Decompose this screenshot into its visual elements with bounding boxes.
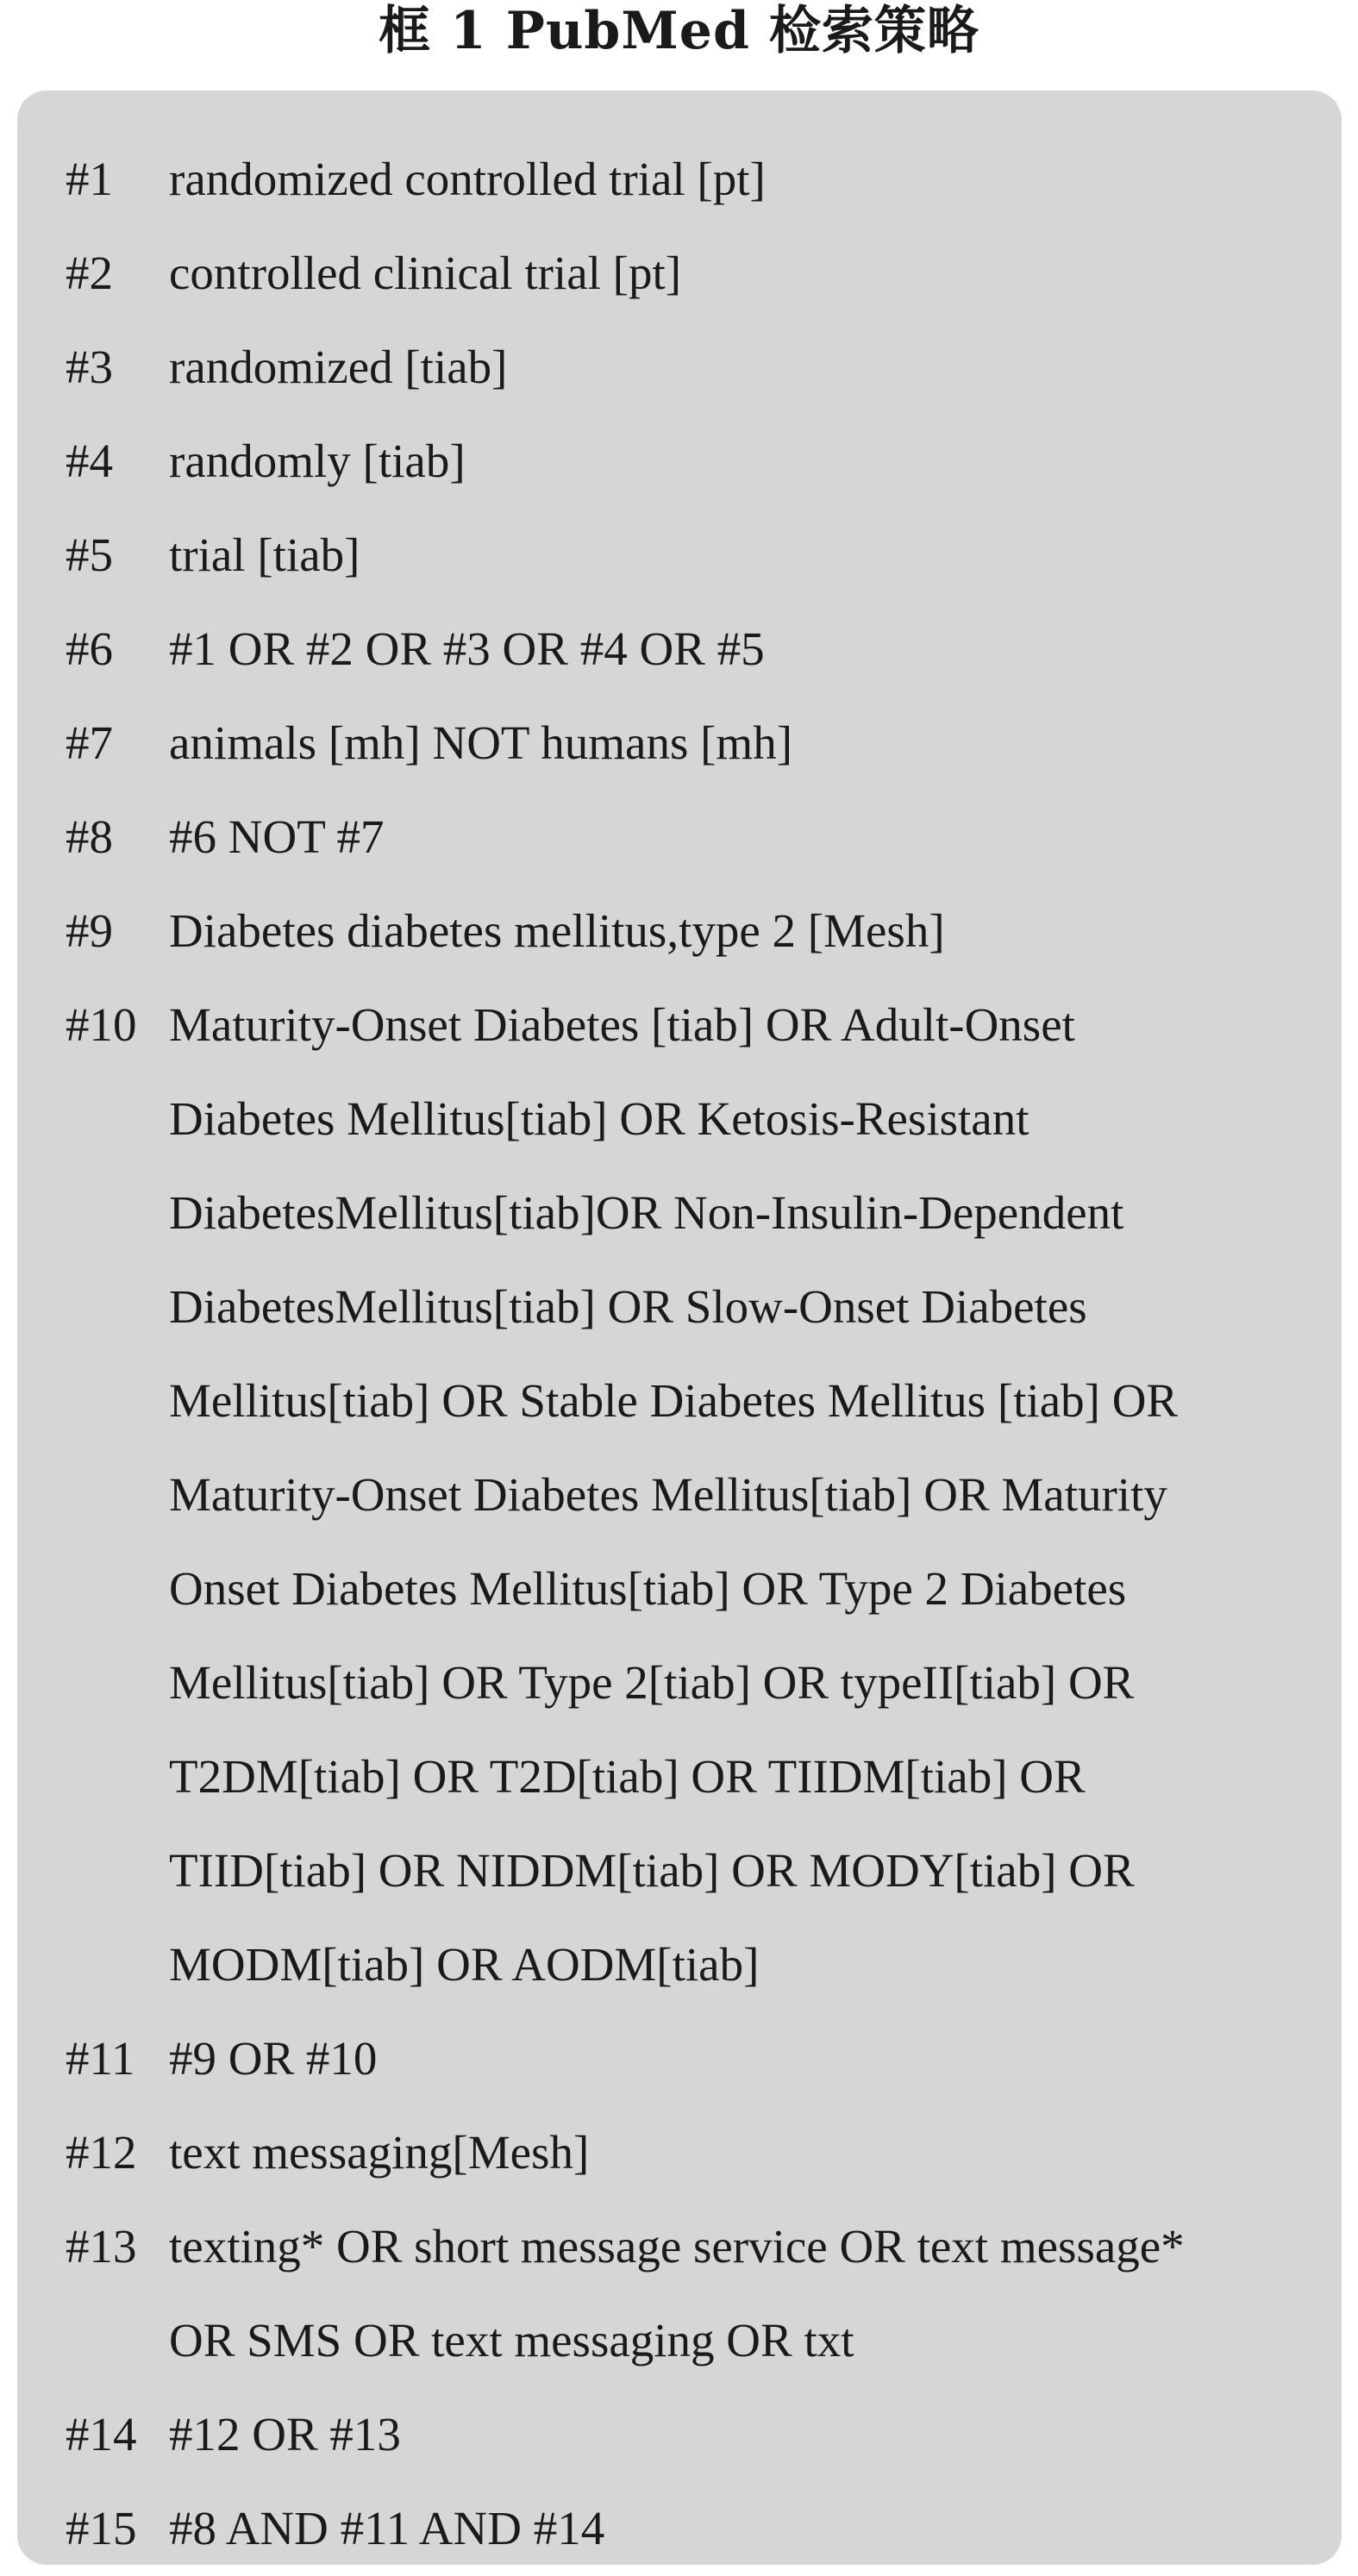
strategy-row-13 — [17, 2199, 1342, 2387]
step-query — [169, 884, 1342, 978]
step-number: #4 — [66, 435, 113, 487]
query-line: randomly [tiab] — [169, 435, 466, 487]
query-line: DiabetesMellitus[tiab] OR Slow-Onset Diabetes — [169, 1280, 1087, 1333]
box-title: 框 1 PubMed 检索策略 — [379, 1, 979, 61]
query-line: controlled clinical trial [pt] — [169, 247, 682, 299]
strategy-row-11 — [17, 2011, 1342, 2105]
query-line: #6 NOT #7 — [169, 810, 385, 863]
query-line: #9 OR #10 — [169, 2032, 378, 2085]
step-query — [169, 602, 1342, 696]
query-line: MODM[tiab] OR AODM[tiab] — [169, 1938, 760, 1991]
step-query — [169, 508, 1342, 602]
query-line: randomized [tiab] — [169, 341, 508, 393]
step-number: #1 — [66, 153, 113, 205]
strategy-row-15 — [17, 2481, 1342, 2575]
step-query — [169, 132, 1342, 226]
strategy-row-6 — [17, 602, 1342, 696]
query-line: trial [tiab] — [169, 528, 360, 581]
step-query — [169, 2481, 1342, 2575]
step-query — [169, 696, 1342, 790]
step-query — [169, 2011, 1342, 2105]
query-line: texting* OR short message service OR text message* — [169, 2220, 1185, 2273]
step-number: #5 — [66, 528, 113, 581]
step-query — [169, 320, 1342, 414]
step-number: #11 — [66, 2032, 135, 2085]
query-line: randomized controlled trial [pt] — [169, 153, 766, 205]
query-line: DiabetesMellitus[tiab]OR Non-Insulin-Dependent — [169, 1186, 1124, 1239]
step-number: #9 — [66, 904, 113, 957]
step-number: #15 — [66, 2502, 137, 2554]
query-line: #8 AND #11 AND #14 — [169, 2502, 605, 2554]
strategy-row-7 — [17, 696, 1342, 790]
query-line: Diabetes Mellitus[tiab] OR Ketosis-Resistant — [169, 1092, 1029, 1145]
strategy-row-2 — [17, 226, 1342, 320]
query-line: Onset Diabetes Mellitus[tiab] OR Type 2 Diabetes — [169, 1562, 1127, 1615]
step-number: #2 — [66, 247, 113, 299]
query-line: text messaging[Mesh] — [169, 2126, 590, 2179]
step-query — [169, 978, 1342, 2011]
step-query — [169, 226, 1342, 320]
step-number: #12 — [66, 2126, 137, 2179]
strategy-row-5 — [17, 508, 1342, 602]
step-number: #6 — [66, 622, 113, 675]
query-line: #12 OR #13 — [169, 2408, 401, 2460]
step-query — [169, 790, 1342, 884]
query-line: #1 OR #2 OR #3 OR #4 OR #5 — [169, 622, 765, 675]
step-number: #3 — [66, 341, 113, 393]
query-line: T2DM[tiab] OR T2D[tiab] OR TIIDM[tiab] OR — [169, 1750, 1086, 1803]
step-query — [169, 2387, 1342, 2481]
query-line: TIID[tiab] OR NIDDM[tiab] OR MODY[tiab] OR — [169, 1844, 1135, 1897]
step-query — [169, 2199, 1342, 2387]
step-query — [169, 2105, 1342, 2199]
step-number: #14 — [66, 2408, 137, 2460]
step-query — [169, 414, 1342, 508]
query-line: Mellitus[tiab] OR Type 2[tiab] OR typeII[tiab] OR — [169, 1656, 1135, 1709]
query-line: Mellitus[tiab] OR Stable Diabetes Mellitus [tiab] OR — [169, 1374, 1179, 1427]
query-line: Maturity-Onset Diabetes Mellitus[tiab] OR Maturity — [169, 1468, 1167, 1521]
query-line: animals [mh] NOT humans [mh] — [169, 716, 793, 769]
strategy-row-8 — [17, 790, 1342, 884]
strategy-row-1 — [17, 132, 1342, 226]
step-number: #8 — [66, 810, 113, 863]
query-line: Maturity-Onset Diabetes [tiab] OR Adult-Onset — [169, 998, 1075, 1051]
strategy-row-10 — [17, 978, 1342, 2011]
strategy-row-14 — [17, 2387, 1342, 2481]
step-number: #7 — [66, 716, 113, 769]
strategy-row-9 — [17, 884, 1342, 978]
step-number: #10 — [66, 998, 137, 1051]
search-strategy-box — [17, 91, 1342, 2565]
strategy-row-4 — [17, 414, 1342, 508]
query-line: Diabetes diabetes mellitus,type 2 [Mesh] — [169, 904, 945, 957]
strategy-row-12 — [17, 2105, 1342, 2199]
strategy-row-3 — [17, 320, 1342, 414]
step-number: #13 — [66, 2220, 137, 2273]
query-line: OR SMS OR text messaging OR txt — [169, 2314, 854, 2367]
